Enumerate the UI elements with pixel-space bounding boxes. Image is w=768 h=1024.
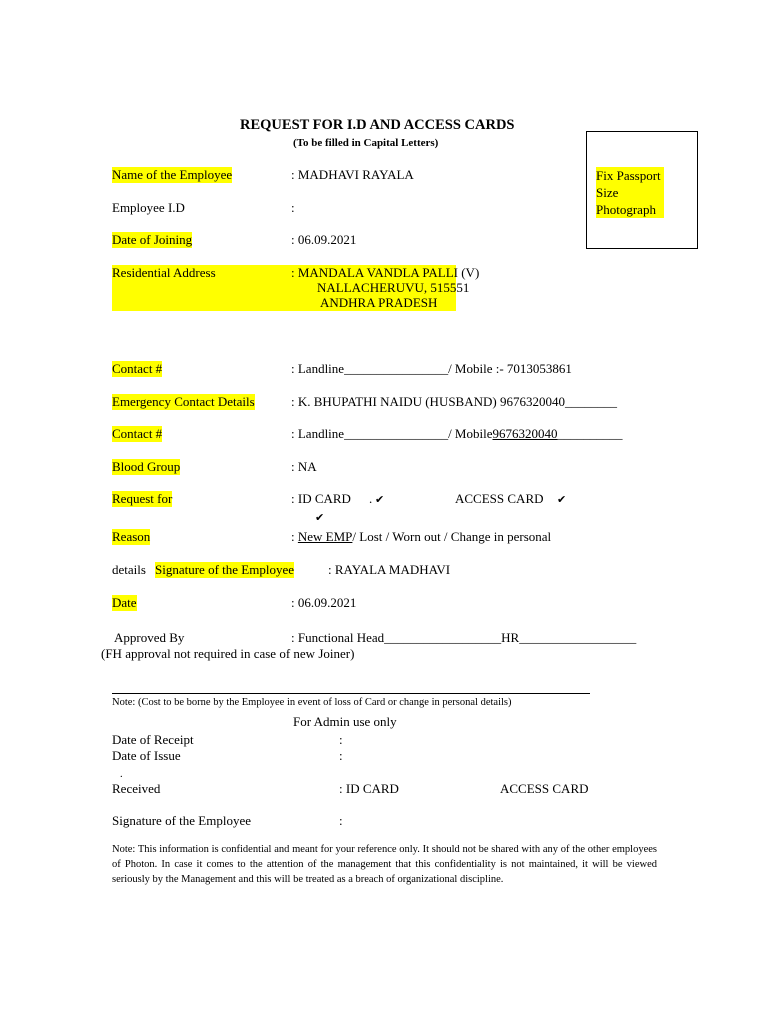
check-icon: ✔ [557, 493, 567, 506]
date-label: Date [112, 595, 137, 610]
request-dot: . [369, 491, 373, 506]
request-id-card: : ID CARD [291, 491, 351, 506]
date-of-receipt-label: Date of Receipt [112, 732, 194, 747]
blood-group-label: Blood Group [112, 459, 181, 474]
cost-note: Note: (Cost to be borne by the Employee in event of loss of Card or change in personal details) [112, 697, 512, 708]
confidentiality-note: Note: This information is confidential and meant for your reference only. It should not be shared with any of the other employees of Photon. In case it comes to the attention of the management that this confidentiality is not maintained, it will be viewed seriously by the Management and this will be treated as a breach of organizational discipline. [112, 844, 657, 885]
address-label: Residential Address [112, 265, 216, 280]
photo-text-line: Size [596, 185, 619, 200]
divider-line [112, 693, 590, 694]
reason-rest: / Lost / Worn out / Change in personal [352, 529, 552, 544]
date-of-joining-label: Date of Joining [112, 232, 193, 247]
approved-by-value: : Functional Head__________________HR__________________ [291, 630, 637, 645]
emergency-contact-number-value [291, 426, 622, 442]
received-access-card: ACCESS CARD [500, 781, 589, 796]
received-id-card: : ID CARD [339, 781, 399, 796]
date-of-receipt-value: : [339, 732, 343, 747]
reason-new-emp: New EMP [297, 529, 353, 544]
employee-id-value: : [291, 200, 295, 215]
date-of-issue-value: : [339, 748, 343, 763]
contact2-prefix: : Landline________________/ Mobile [291, 426, 493, 441]
date-of-issue-label: Date of Issue [112, 748, 181, 763]
emergency-contact-value: : K. BHUPATHI NAIDU (HUSBAND) 9676320040________ [291, 394, 617, 409]
address-line-2: NALLACHERUVU, 515551 [317, 280, 470, 295]
form-title: REQUEST FOR I.D AND ACCESS CARDS [240, 117, 515, 133]
address-line-3: ANDHRA PRADESH [320, 295, 438, 310]
fh-approval-note: (FH approval not required in case of new Joiner) [101, 646, 355, 661]
date-of-joining-value: : 06.09.2021 [291, 232, 357, 247]
form-subtitle: (To be filled in Capital Letters) [293, 137, 439, 149]
signature-value: : RAYALA MADHAVI [328, 562, 451, 577]
name-label: Name of the Employee [112, 167, 233, 182]
date-value: : 06.09.2021 [291, 595, 357, 610]
contact2-mobile: 9676320040 [492, 426, 558, 441]
admin-signature-label: Signature of the Employee [112, 813, 251, 828]
admin-signature-value: : [339, 813, 343, 828]
request-for-label: Request for [112, 491, 173, 506]
reason-prefix: : [291, 529, 298, 544]
signature-label: Signature of the Employee [155, 562, 294, 577]
contact-value: : Landline________________/ Mobile :- 7013053861 [291, 361, 572, 376]
details-text: details [112, 562, 146, 577]
received-label: Received [112, 781, 161, 796]
blood-group-value: : NA [291, 459, 317, 474]
photo-instructions [596, 167, 664, 218]
request-access-card: ACCESS CARD [455, 491, 544, 506]
reason-label: Reason [112, 529, 151, 544]
contact2-suffix: __________ [557, 426, 623, 441]
admin-heading: For Admin use only [293, 714, 397, 729]
approved-by-label: Approved By [114, 630, 185, 645]
address-line-1: : MANDALA VANDLA PALLI (V) [291, 265, 480, 280]
emergency-contact-label: Emergency Contact Details [112, 394, 255, 409]
emergency-contact-number-label: Contact # [112, 426, 163, 441]
stray-dot: . [120, 769, 123, 780]
contact-label: Contact # [112, 361, 163, 376]
name-value: : MADHAVI RAYALA [291, 167, 414, 182]
employee-id-label: Employee I.D [112, 200, 185, 215]
check-icon: ✔ [375, 493, 385, 506]
check-icon: ✔ [315, 511, 325, 524]
photo-text-line: Photograph [596, 202, 656, 217]
photo-text-line: Fix Passport [596, 168, 661, 183]
reason-value [291, 529, 551, 545]
